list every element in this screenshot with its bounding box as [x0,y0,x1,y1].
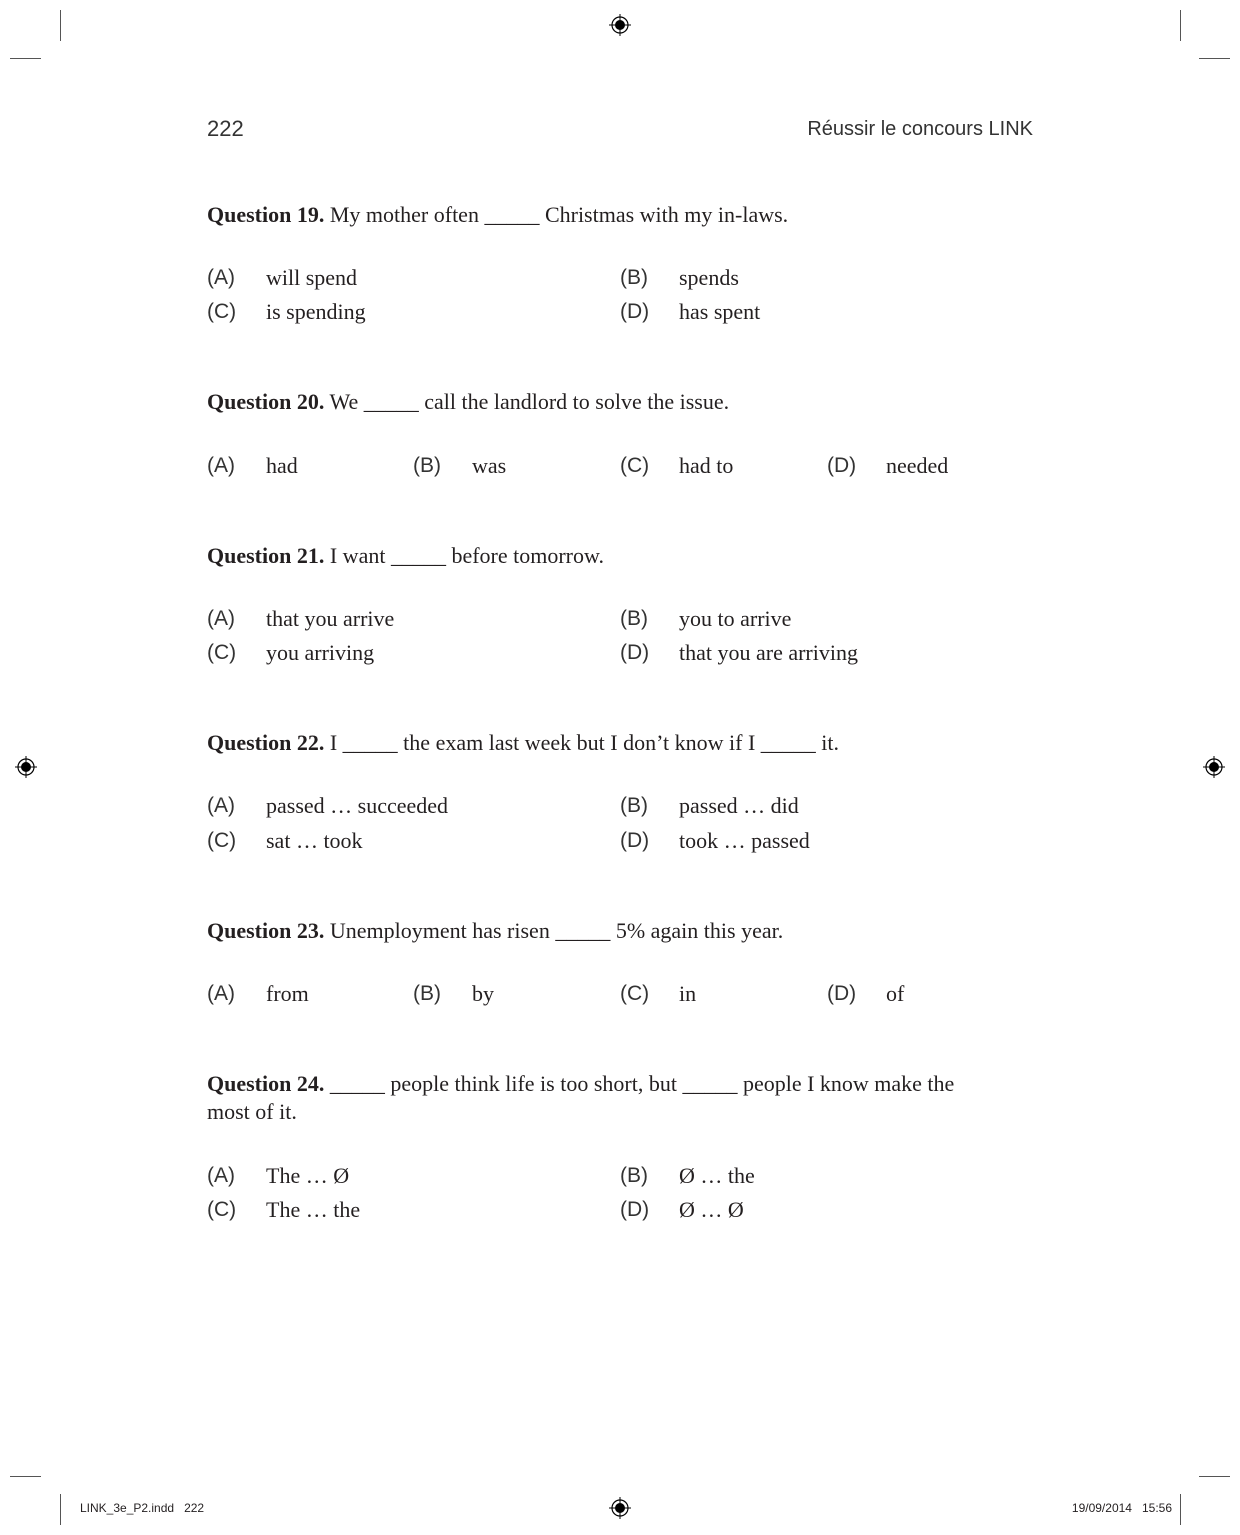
question-label: Question 19. [207,202,325,227]
question-text: Unemployment has risen _____ 5% again this year. [324,918,784,943]
question-prompt [207,917,783,945]
option-text: is spending [266,299,366,324]
option-text: by [472,981,494,1006]
option-text: Ø … Ø [679,1197,744,1222]
option-letter: (A) [207,1164,235,1187]
question-text: _____ people think life is too short, but _____ people I know make the [324,1071,955,1096]
option-letter: (D) [620,641,650,664]
option-text: will spend [266,265,358,290]
registration-mark-icon [14,755,38,779]
option-text: you to arrive [679,606,792,631]
question-label: Question 24. [207,1071,325,1096]
option-text: Ø … the [679,1163,755,1188]
option-letter: (C) [620,982,650,1005]
option-letter: (B) [413,982,441,1005]
option-text: that you are arriving [679,640,858,665]
crop-mark [10,1476,41,1477]
question-text: We _____ call the landlord to solve the issue. [324,389,730,414]
question-label: Question 22. [207,730,325,755]
option-text: spends [679,265,739,290]
running-title: Réussir le concours LINK [807,118,1033,140]
question-text: I _____ the exam last week but I don’t know if I _____ it. [324,730,840,755]
option-letter: (B) [620,1164,648,1187]
option-letter: (A) [207,266,235,289]
option-letter: (D) [620,1198,650,1221]
option-text: has spent [679,299,761,324]
question-text: I want _____ before tomorrow. [324,543,604,568]
question-prompt [207,1070,954,1098]
option-letter: (B) [620,794,648,817]
option-letter: (D) [620,300,650,323]
option-text: was [472,453,507,478]
option-text: took … passed [679,828,810,853]
option-text: from [266,981,309,1006]
option-letter: (B) [413,454,441,477]
slug-filename: LINK_3e_P2.indd 222 [80,1501,205,1515]
question-prompt [207,388,729,416]
option-letter: (A) [207,607,235,630]
option-letter: (D) [827,454,857,477]
option-text: The … the [266,1197,361,1222]
slug-datetime: 19/09/2014 15:56 [1071,1501,1172,1515]
option-letter: (D) [620,829,650,852]
registration-mark-icon [608,13,632,37]
crop-mark [60,1494,61,1525]
option-letter: (C) [207,829,237,852]
option-text: needed [886,453,949,478]
option-text: of [886,981,905,1006]
option-text: that you arrive [266,606,395,631]
option-text: had to [679,453,734,478]
option-text: The … Ø [266,1163,350,1188]
option-letter: (A) [207,454,235,477]
question-label: Question 21. [207,543,325,568]
option-text: in [679,981,697,1006]
question-prompt [207,201,788,229]
question-text: My mother often _____ Christmas with my in-laws. [324,202,789,227]
crop-mark [60,10,61,41]
option-letter: (C) [207,1198,237,1221]
option-text: passed … succeeded [266,793,449,818]
option-text: you arriving [266,640,375,665]
option-letter: (C) [207,641,237,664]
question-prompt [207,729,839,757]
registration-mark-icon [1202,755,1226,779]
option-letter: (B) [620,607,648,630]
registration-mark-icon [608,1496,632,1520]
crop-mark [10,58,41,59]
option-text: sat … took [266,828,363,853]
option-letter: (C) [620,454,650,477]
crop-mark [1180,1494,1181,1525]
option-text: had [266,453,298,478]
question-label: Question 23. [207,918,325,943]
option-letter: (D) [827,982,857,1005]
crop-mark [1180,10,1181,41]
option-letter: (A) [207,794,235,817]
crop-mark [1199,1476,1230,1477]
option-letter: (C) [207,300,237,323]
option-letter: (A) [207,982,235,1005]
question-prompt [207,542,604,570]
crop-mark [1199,58,1230,59]
page-number: 222 [207,116,244,141]
option-text: passed … did [679,793,799,818]
question-label: Question 20. [207,389,325,414]
option-letter: (B) [620,266,648,289]
question-text-continued: most of it. [207,1099,297,1124]
